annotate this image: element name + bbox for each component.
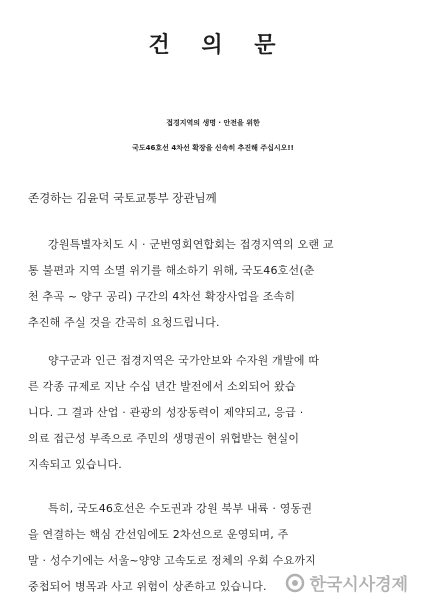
paragraph-1-line: 천 추곡 ~ 양구 공리) 구간의 4차선 확장사업을 조속히: [28, 290, 296, 303]
paragraph-2-line: 른 각종 규제로 지난 수십 년간 발전에서 소외되어 왔습: [28, 380, 296, 393]
subtitle-line-1: 접경지역의 생명 · 안전을 위한: [166, 119, 260, 127]
paragraph-3-line: 을 연결하는 핵심 간선임에도 2차선으로 운영되며, 주: [28, 528, 289, 541]
paragraph-3-line: 중첩되어 병목과 사고 위험이 상존하고 있습니다.: [28, 580, 267, 593]
watermark: [285, 570, 408, 595]
paragraph-2-line: 의료 접근성 부족으로 주민의 생명권이 위협받는 현실이: [28, 432, 300, 445]
paragraph-3-line: 특히, 국도46호선은 수도권과 강원 북부 내륙 · 영동권: [48, 502, 313, 515]
paragraph-2-line: 지속되고 있습니다.: [28, 458, 123, 471]
paragraph-2-line: 니다. 그 결과 산업 · 관광의 성장동력이 제약되고, 응급 ·: [28, 406, 304, 419]
watermark-text: 한국시사경제: [309, 575, 408, 595]
paragraph-3-line: 말 · 성수기에는 서울~양양 고속도로 정체의 우회 수요까지: [28, 554, 316, 567]
paragraph-2-line: 양구군과 인근 접경지역은 국가안보와 수자원 개발에 따: [48, 354, 320, 367]
watermark-logo-icon: [285, 573, 305, 593]
subtitle-line-2: 국도46호선 4차선 확장을 신속히 추진해 주십시오!!: [132, 144, 294, 152]
paragraph-1-line: 강원특별자치도 시 · 군번영회연합회는 접경지역의 오랜 교: [48, 238, 334, 251]
greeting: 존경하는 김윤덕 국토교통부 장관님께: [28, 191, 217, 205]
document-title: 건 의 문: [148, 33, 278, 58]
paragraph-1-line: 추진해 주실 것을 간곡히 요청드립니다.: [28, 316, 220, 329]
paragraph-1-line: 통 불편과 지역 소멸 위기를 해소하기 위해, 국도46호선(춘: [28, 264, 315, 277]
